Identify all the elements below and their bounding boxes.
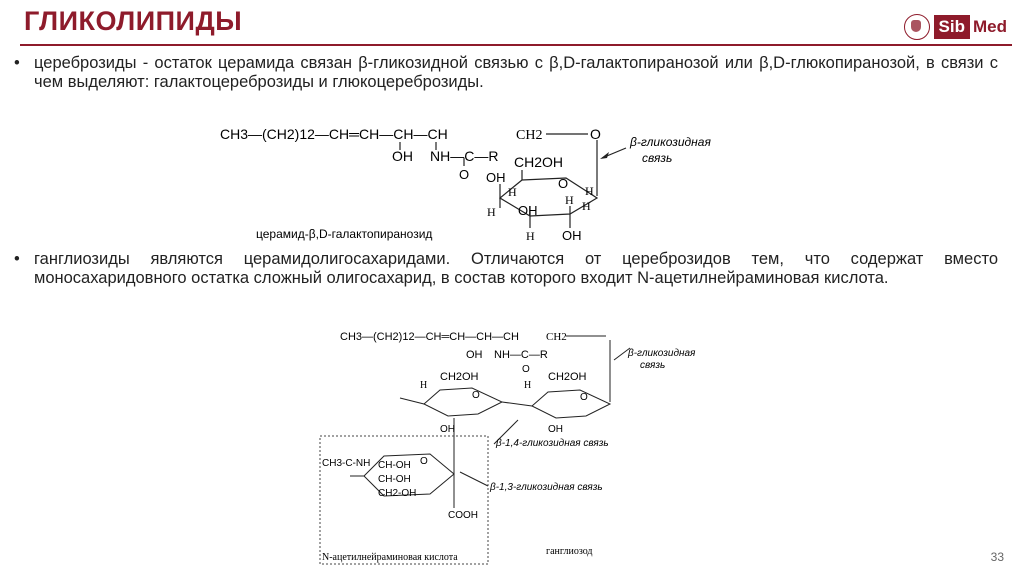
header-divider bbox=[20, 44, 1012, 46]
d2-ring-o-3: O bbox=[420, 456, 428, 467]
bullet-gangliosides bbox=[14, 250, 998, 288]
d1-oh3: OH bbox=[562, 228, 582, 243]
d2-h-1: H bbox=[420, 380, 428, 391]
university-seal-icon bbox=[904, 14, 930, 40]
d1-nh: NH—C—R bbox=[430, 148, 499, 164]
d2-bond14: β-1,4-гликозидная связь bbox=[496, 438, 609, 449]
d1-chain: CH3—(CH2)12—CH═CH—CH—CH bbox=[220, 126, 448, 142]
d2-ring-ch2oh-1: CH2OH bbox=[440, 371, 479, 383]
d2-o-carbonyl: O bbox=[522, 364, 530, 375]
d2-bond-label-2: связь bbox=[640, 360, 666, 371]
d1-h5: H bbox=[526, 229, 535, 243]
bullet-marker: • bbox=[14, 250, 20, 268]
logo-med: Med bbox=[973, 17, 1007, 36]
d1-ch2: CH2 bbox=[516, 128, 543, 143]
d1-oh1: OH bbox=[486, 170, 506, 185]
cerebroside-structure-diagram bbox=[200, 112, 760, 248]
d2-bond13: β-1,3-гликозидная связь bbox=[490, 482, 603, 493]
d1-h2: H bbox=[487, 205, 496, 219]
d2-ring-o-1: O bbox=[472, 390, 480, 401]
d1-o-carbonyl: O bbox=[459, 167, 470, 182]
d1-h3: H bbox=[585, 184, 594, 198]
d2-oh-sub: OH bbox=[466, 349, 483, 361]
d1-h6: H bbox=[582, 199, 591, 213]
d2-oh-2: OH bbox=[548, 424, 563, 435]
d2-nana-acetyl: CH3-C-NH bbox=[322, 458, 371, 469]
d2-nana-caption: N-ацетилнейраминовая кислота bbox=[322, 552, 458, 563]
d1-o-link: O bbox=[590, 126, 601, 142]
d2-nana-chain-2: CH-OH bbox=[378, 474, 411, 485]
d2-h-2: H bbox=[524, 380, 532, 391]
bullet-cerebrosides bbox=[14, 54, 998, 92]
d2-caption: ганглиозод bbox=[546, 546, 593, 557]
d1-caption: церамид-β,D-галактопиранозид bbox=[256, 227, 433, 241]
d1-oh-sub: OH bbox=[392, 148, 413, 164]
ganglioside-structure-diagram bbox=[310, 318, 730, 568]
d2-nh: NH—C—R bbox=[494, 349, 548, 361]
d1-ring-ch2oh: CH2OH bbox=[514, 154, 564, 170]
d2-nana-chain-1: CH-OH bbox=[378, 460, 411, 471]
logo-sib: Sib bbox=[934, 15, 970, 39]
d2-ring-ch2oh-2: CH2OH bbox=[548, 371, 587, 383]
d2-nana-chain-3: CH2-OH bbox=[378, 488, 417, 499]
sibmed-logo bbox=[904, 12, 1010, 42]
d2-cooh: COOH bbox=[448, 510, 478, 521]
d1-ring-o: O bbox=[558, 176, 569, 191]
bullet-marker: • bbox=[14, 54, 20, 72]
d1-bond-label-2: связь bbox=[642, 151, 673, 165]
d1-bond-label-1: β-гликозидная bbox=[630, 135, 711, 149]
d1-oh2: OH bbox=[518, 203, 538, 218]
d2-chain: CH3—(CH2)12—CH═CH—CH—CH bbox=[340, 331, 519, 343]
page-number: 33 bbox=[990, 550, 1004, 564]
d2-ring-o-2: O bbox=[580, 392, 588, 403]
bullet-text: цереброзиды - остаток церамида связан β-гликозидной связью с β,D-галактопиранозой или β,D-глюкопиранозой, в связи с чем выделяют: галактоцереброзиды и глюкоцереброзиды. bbox=[34, 54, 998, 91]
d2-bond-label-1: β-гликозидная bbox=[628, 348, 696, 359]
d2-oh-1: OH bbox=[440, 424, 455, 435]
d1-h4: H bbox=[565, 193, 574, 207]
d2-ch2: CH2 bbox=[546, 331, 567, 343]
bullet-text: ганглиозиды являются церамидолигосахаридами. Отличаются от цереброзидов тем, что содержат вместо моносахаридовного остатка сложный олигосахарид, в состав которого входит N-ацетилнейраминовая кислота. bbox=[34, 250, 998, 287]
page-title: ГЛИКОЛИПИДЫ bbox=[24, 6, 243, 36]
d1-h1: H bbox=[508, 185, 517, 199]
